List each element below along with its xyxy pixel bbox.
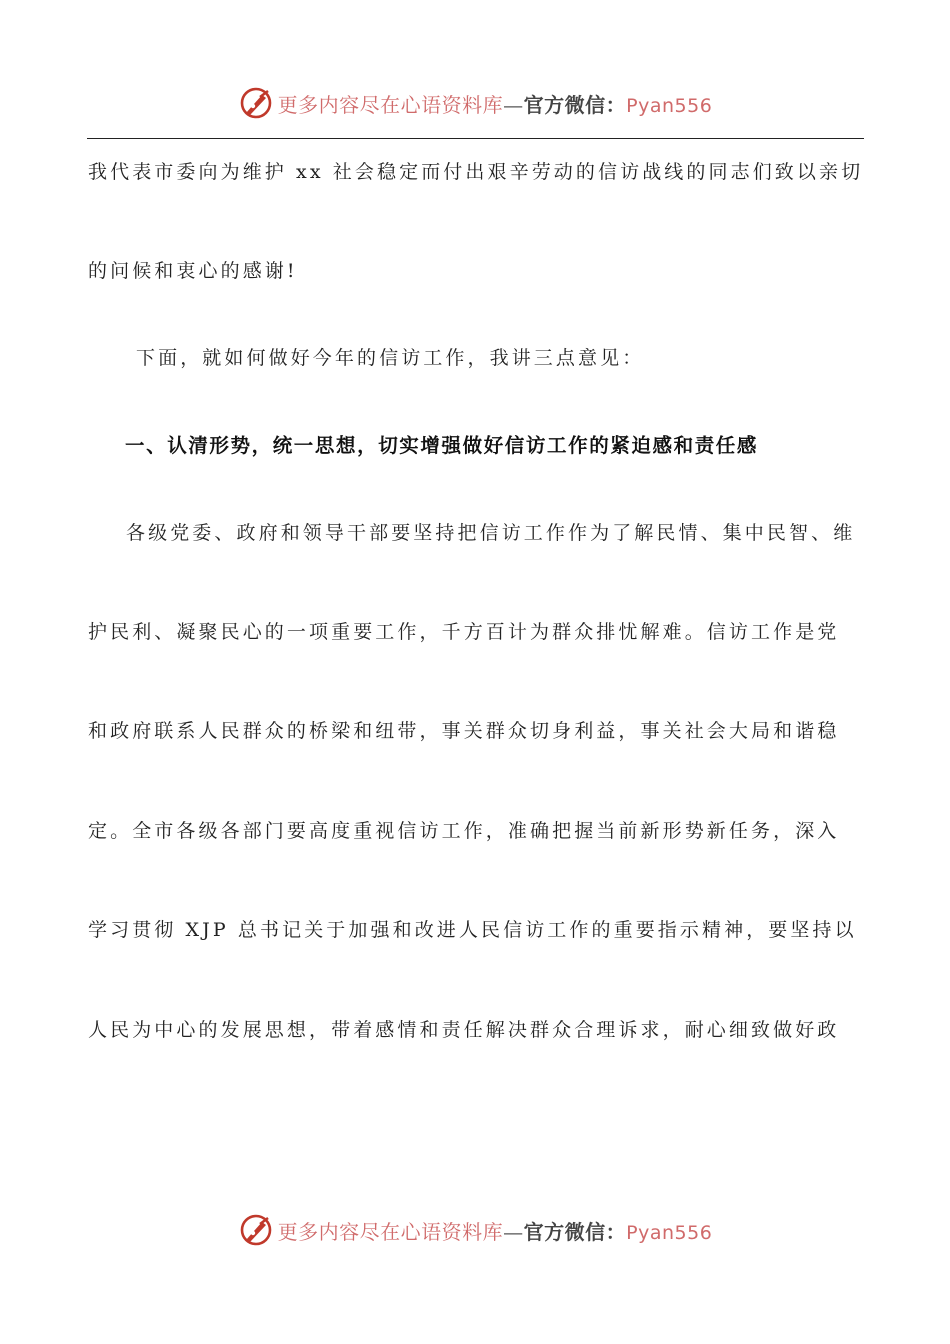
body-line-8: 定。全市各级各部门要高度重视信访工作，准确把握当前新形势新任务，深入 <box>88 820 840 842</box>
intro-paragraph: 下面，就如何做好今年的信访工作，我讲三点意见： <box>136 347 645 369</box>
pen-logo-icon <box>238 1212 274 1248</box>
section-heading-1: 一、认清形势，统一思想，切实增强做好信访工作的紧迫感和责任感 <box>125 434 759 457</box>
footer-wechat-id: Pyan556 <box>626 1221 713 1244</box>
footer-banner <box>0 1210 950 1250</box>
footer-banner-text <box>278 1216 713 1245</box>
footer-label: 官方微信： <box>523 1219 627 1244</box>
body-line-7: 和政府联系人民群众的桥梁和纽带，事关群众切身利益，事关社会大局和谐稳 <box>88 720 840 742</box>
banner-dash: — <box>503 92 524 117</box>
body-line-6: 护民利、凝聚民心的一项重要工作，千方百计为群众排忧解难。信访工作是党 <box>88 621 840 643</box>
body-line-1: 我代表市委向为维护 xx 社会稳定而付出艰辛劳动的信访战线的同志们致以亲切 <box>88 161 864 183</box>
banner-wechat-id: Pyan556 <box>626 94 713 117</box>
body-line-2: 的问候和衷心的感谢! <box>88 260 298 282</box>
footer-site-name: 更多内容尽在心语资料库 <box>277 1219 504 1244</box>
banner-site-name: 更多内容尽在心语资料库 <box>277 92 504 117</box>
body-line-5: 各级党委、政府和领导干部要坚持把信访工作作为了解民情、集中民智、维 <box>126 522 856 544</box>
banner-text <box>278 89 713 118</box>
body-line-9: 学习贯彻 XJP 总书记关于加强和改进人民信访工作的重要指示精神，要坚持以 <box>88 919 857 941</box>
footer-dash: — <box>503 1219 524 1244</box>
header-rule <box>87 138 864 139</box>
banner-label: 官方微信： <box>523 92 627 117</box>
header-banner <box>0 83 950 123</box>
body-line-10: 人民为中心的发展思想，带着感情和责任解决群众合理诉求，耐心细致做好政 <box>88 1019 840 1041</box>
pen-logo-icon <box>238 85 274 121</box>
